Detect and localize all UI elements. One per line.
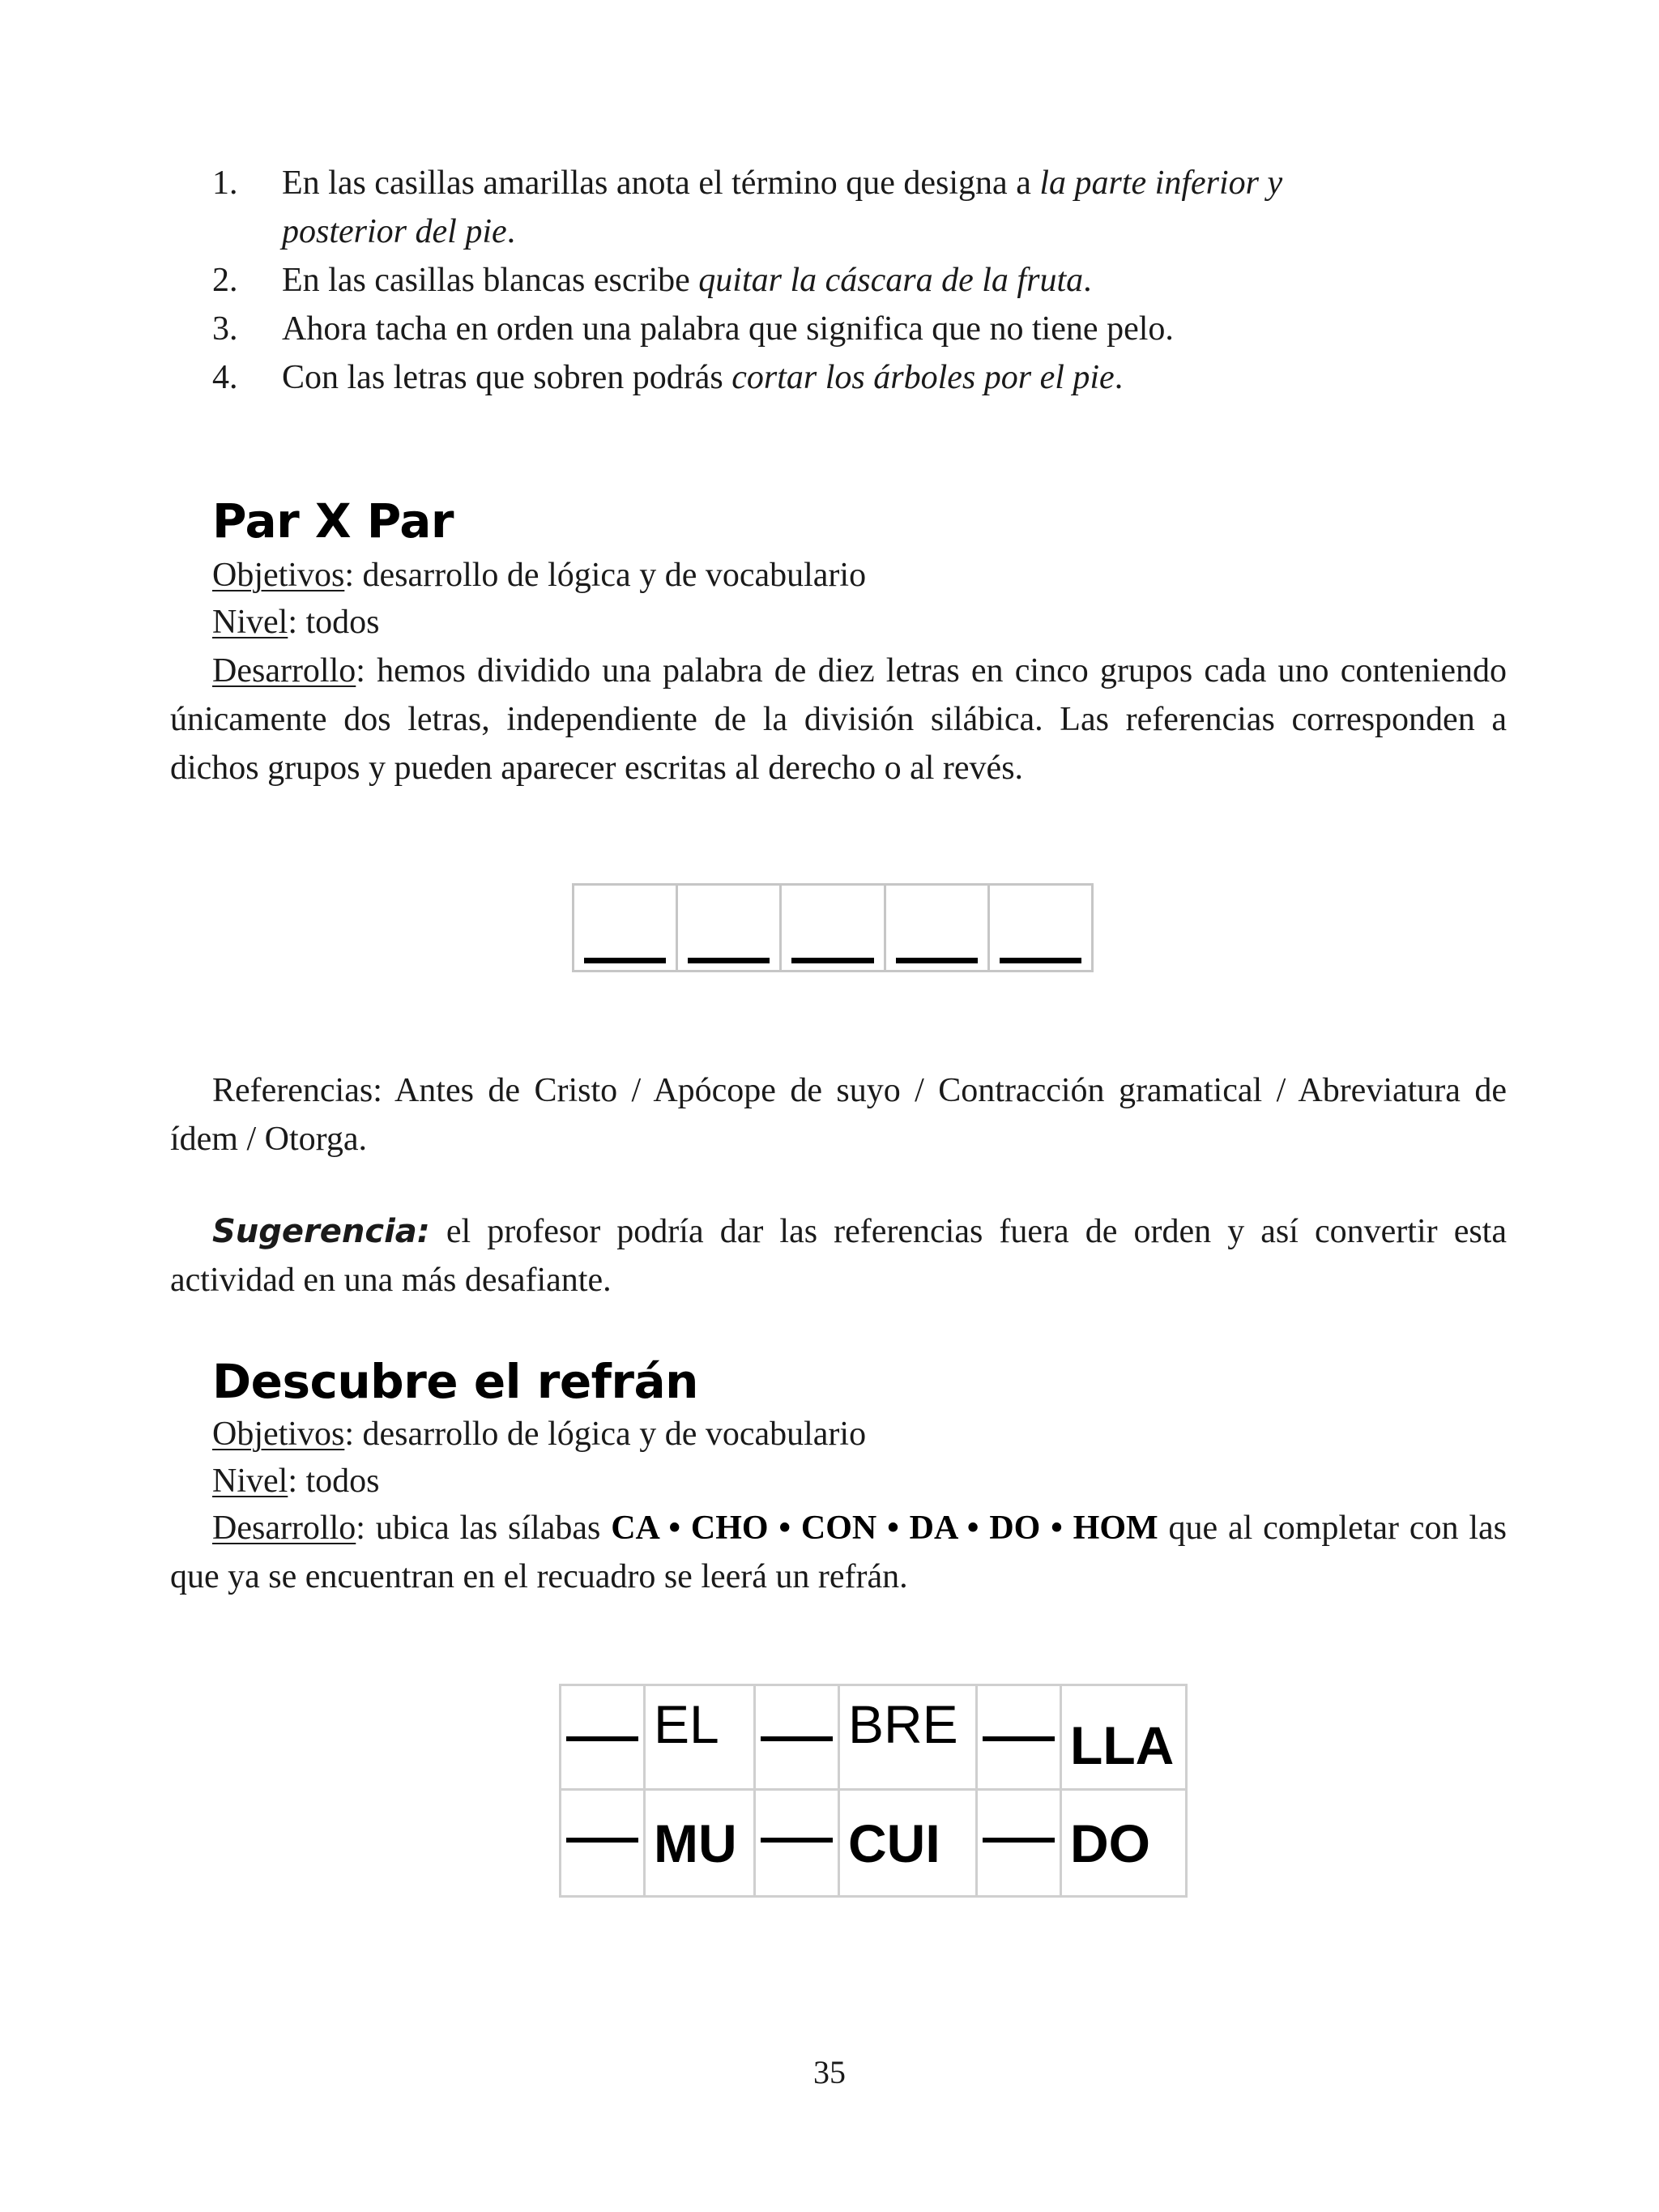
list-item: 4. Con las letras que sobren podrás cortar los árboles por el pie. bbox=[212, 359, 1124, 396]
instruction-list bbox=[212, 159, 1387, 402]
sugerencia-label: Sugerencia: bbox=[212, 1213, 430, 1250]
objetivos-text: : desarrollo de lógica y de vocabulario bbox=[344, 557, 867, 594]
desarrollo-label: Desarrollo bbox=[212, 1510, 356, 1547]
syllable-list: CA • CHO • CON • DA • DO • HOM bbox=[611, 1510, 1158, 1547]
list-item: posterior del pie. bbox=[282, 213, 516, 250]
nivel-label: Nivel bbox=[212, 604, 288, 641]
objetivos-label: Objetivos bbox=[212, 557, 345, 594]
blank-line bbox=[983, 1736, 1055, 1741]
objetivos-label: Objetivos bbox=[212, 1416, 345, 1453]
blank-line bbox=[791, 958, 873, 963]
desarrollo-label: Desarrollo bbox=[212, 652, 356, 690]
sugerencia-paragraph bbox=[170, 1207, 1507, 1305]
desarrollo-text: : hemos dividido una palabra de diez letras en cinco grupos cada uno conteniendo únicamente dos letras, independiente de la división silábica. Las referencias corresponden a dichos grupos y pueden aparecer escritas al derecho o al revés. bbox=[170, 652, 1507, 787]
blank-cell[interactable] bbox=[561, 1791, 646, 1895]
pair-box[interactable] bbox=[678, 886, 782, 970]
pair-answer-boxes bbox=[572, 883, 1094, 972]
desarrollo-paragraph bbox=[170, 647, 1507, 792]
section-title-descubre-el-refran: Descubre el refrán bbox=[212, 1354, 698, 1409]
blank-cell[interactable] bbox=[561, 1686, 646, 1791]
desarrollo-paragraph: Desarrollo: ubica las sílabas CA • CHO • CON • DA • DO • HOM que al completar con las que ya se encuentran en el recuadro se leerá un refrán. bbox=[170, 1510, 1507, 1595]
objetivos-line bbox=[212, 551, 866, 600]
blank-cell[interactable] bbox=[756, 1791, 840, 1895]
sugerencia-text: el profesor podría dar las referencias fuera de orden y así convertir esta actividad en una más desafiante. bbox=[170, 1213, 1507, 1299]
pair-box[interactable] bbox=[886, 886, 990, 970]
nivel-text: : todos bbox=[288, 604, 380, 641]
syllable-cell: BRE bbox=[840, 1686, 978, 1791]
blank-line bbox=[896, 958, 978, 963]
objetivos-text: : desarrollo de lógica y de vocabulario bbox=[344, 1416, 867, 1453]
syllable-cell: EL bbox=[646, 1686, 756, 1791]
referencias-paragraph: Referencias: Antes de Cristo / Apócope de suyo / Contracción gramatical / Abreviatura de ídem / Otorga. bbox=[170, 1072, 1507, 1158]
nivel-line bbox=[212, 598, 380, 647]
nivel-line bbox=[212, 1457, 380, 1505]
blank-line bbox=[1000, 958, 1081, 963]
pair-box[interactable] bbox=[782, 886, 885, 970]
blank-line bbox=[566, 1736, 638, 1741]
blank-cell[interactable] bbox=[978, 1686, 1062, 1791]
nivel-text: : todos bbox=[288, 1463, 380, 1500]
blank-line bbox=[761, 1736, 833, 1741]
syllable-cell: DO bbox=[1070, 1813, 1150, 1873]
blank-cell[interactable] bbox=[756, 1686, 840, 1791]
blank-line bbox=[566, 1838, 638, 1843]
blank-line bbox=[584, 958, 666, 963]
section-title-par-x-par: Par X Par bbox=[212, 493, 454, 549]
syllable-cell: MU bbox=[646, 1791, 756, 1895]
nivel-label: Nivel bbox=[212, 1463, 288, 1500]
page-number: 35 bbox=[813, 2054, 846, 2090]
pair-box[interactable] bbox=[574, 886, 678, 970]
blank-line bbox=[983, 1838, 1055, 1843]
list-item: 2. En las casillas blancas escribe quitar la cáscara de la fruta. bbox=[212, 262, 1092, 299]
refran-grid bbox=[559, 1684, 1188, 1898]
list-item: 1. En las casillas amarillas anota el término que designa a la parte inferior y bbox=[212, 164, 1283, 202]
syllable-cell: LLA bbox=[1062, 1686, 1185, 1791]
list-item: 3. Ahora tacha en orden una palabra que significa que no tiene pelo. bbox=[212, 310, 1174, 348]
objetivos-line bbox=[212, 1410, 866, 1458]
blank-cell[interactable] bbox=[978, 1791, 1062, 1895]
pair-box[interactable] bbox=[990, 886, 1091, 970]
syllable-cell: CUI bbox=[840, 1791, 978, 1895]
blank-line bbox=[688, 958, 770, 963]
blank-line bbox=[761, 1838, 833, 1843]
